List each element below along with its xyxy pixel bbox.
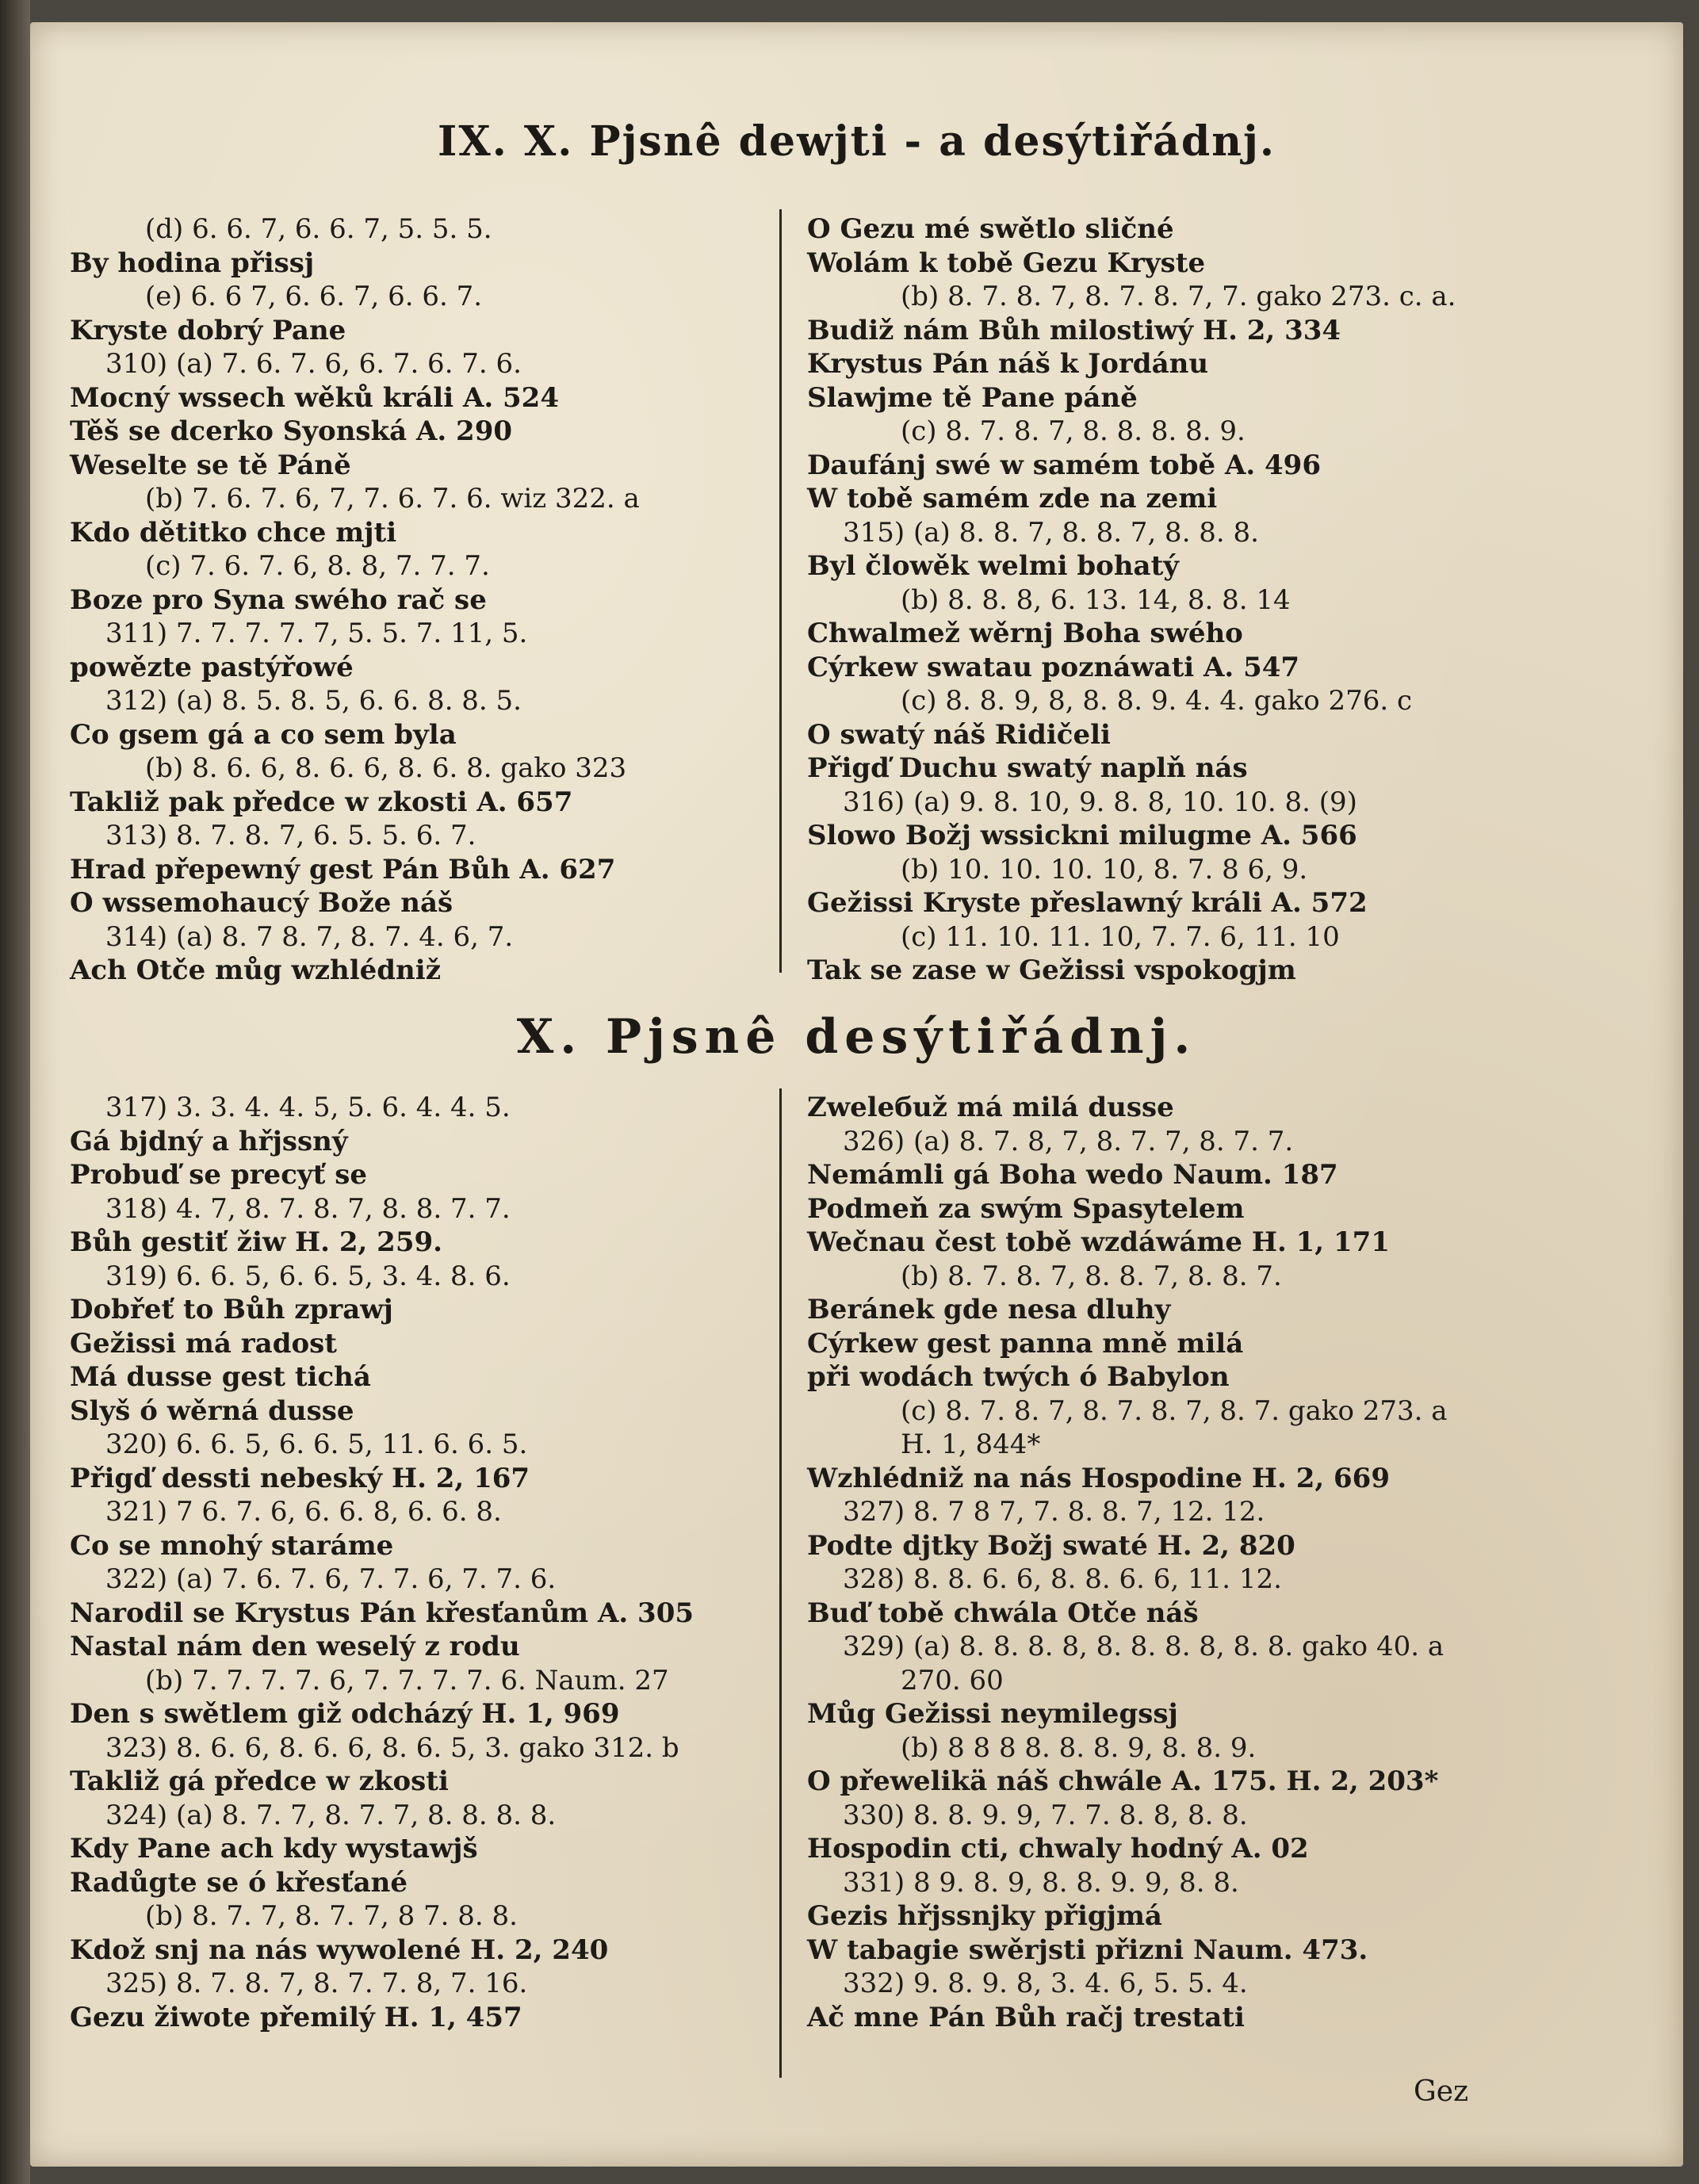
hymn-title-line: Kdy Pane ach kdy wystawjš (70, 1833, 478, 1865)
hymn-title-line: Hrad přepewný gest Pán Bůh A. 627 (70, 853, 616, 885)
hymn-title-line: při wodách twých ó Babylon (807, 1361, 1230, 1393)
meter-line: 325) 8. 7. 8. 7, 8. 7. 7. 8, 7. 16. (105, 1968, 528, 1999)
meter-line: 320) 6. 6. 5, 6. 6. 5, 11. 6. 6. 5. (105, 1429, 528, 1460)
hymn-title-line: Probuď se precyť se (70, 1159, 367, 1191)
hymn-title-line: Podte djtky Božj swaté H. 2, 820 (807, 1529, 1295, 1562)
hymn-title-line: Přigď dessti nebeský H. 2, 167 (70, 1462, 530, 1494)
hymn-title-line: Kdož snj na nás wywolené H. 2, 240 (70, 1933, 609, 1966)
meter-line: 313) 8. 7. 8. 7, 6. 5. 5. 6. 7. (105, 820, 476, 851)
meter-line: (b) 8 8 8 8. 8. 8. 9, 8. 8. 9. (901, 1731, 1257, 1764)
meter-line: 311) 7. 7. 7. 7. 7, 5. 5. 7. 11, 5. (105, 618, 528, 649)
hymn-title-line: W tobě samém zde na zemi (807, 483, 1218, 514)
section1-left-column (70, 212, 783, 988)
binding-edge (0, 0, 30, 2184)
section2-left-column (70, 1091, 783, 2034)
hymn-title-line: Daufánj swé w samém tobě A. 496 (807, 449, 1321, 481)
meter-line: (c) 8. 7. 8. 7, 8. 8. 8. 8. 9. (901, 415, 1246, 447)
meter-line: 321) 7 6. 7. 6, 6. 6. 8, 6. 6. 8. (105, 1496, 502, 1528)
hymn-title-line: Den s swětlem giž odcházý H. 1, 969 (70, 1698, 620, 1730)
meter-line: 310) (a) 7. 6. 7. 6, 6. 7. 6. 7. 6. (105, 348, 522, 380)
meter-line: (c) 8. 8. 9, 8, 8. 8. 9. 4. 4. gako 276. c (901, 685, 1413, 717)
hymn-title-line: O Gezu mé swětlo sličné (807, 213, 1174, 245)
hymn-title-line: Mocný wssech wěků králi A. 524 (70, 381, 559, 414)
meter-line: (b) 7. 6. 7. 6, 7, 7. 6. 7. 6. wiz 322. a (145, 483, 640, 514)
meter-line: 331) 8 9. 8. 9, 8. 8. 9. 9, 8. 8. (843, 1866, 1239, 1899)
hymn-title-line: Přigď Duchu swatý naplň nás (807, 752, 1248, 784)
meter-line: 329) (a) 8. 8. 8. 8, 8. 8. 8. 8, 8. 8. gako 40. a (843, 1631, 1445, 1662)
meter-line: (b) 8. 6. 6, 8. 6. 6, 8. 6. 8. gako 323 (145, 752, 627, 784)
hymn-title-line: Gá bjdný a hřjssný (70, 1125, 348, 1157)
meter-line: (c) 11. 10. 11. 10, 7. 7. 6, 11. 10 (901, 920, 1340, 953)
hymn-title-line: Cýrkew swatau poznáwati A. 547 (807, 651, 1300, 683)
meter-line: 315) (a) 8. 8. 7, 8. 8. 7, 8. 8. 8. (843, 516, 1259, 549)
meter-line: 324) (a) 8. 7. 7, 8. 7. 7, 8. 8. 8. 8. (105, 1799, 557, 1831)
hymn-title-line: Chwalmež wěrnj Boha swého (807, 618, 1243, 649)
hymn-title-line: Buď tobě chwála Otče náš (807, 1597, 1199, 1629)
hymn-title-line: Co se mnohý starámе (70, 1529, 394, 1562)
hymn-title-line: Budiž nám Bůh milostiwý H. 2, 334 (807, 314, 1341, 346)
meter-line: (c) 7. 6. 7. 6, 8. 8, 7. 7. 7. (145, 550, 490, 582)
meter-line: (e) 6. 6 7, 6. 6. 7, 6. 6. 7. (145, 281, 483, 312)
meter-line: (b) 8. 7. 8. 7, 8. 8. 7, 8. 8. 7. (901, 1260, 1282, 1292)
meter-line: 322) (a) 7. 6. 7. 6, 7. 7. 6, 7. 7. 6. (105, 1563, 557, 1595)
hymn-title-line: Wolám k tobě Gezu Kryste (807, 247, 1206, 279)
meter-line: 328) 8. 8. 6. 6, 8. 8. 6. 6, 11. 12. (843, 1563, 1282, 1595)
hymn-title-line: Takliž gá předce w zkosti (70, 1765, 449, 1797)
hymn-title-line: Slawjme tě Pane páně (807, 381, 1138, 414)
meter-line: 319) 6. 6. 5, 6. 6. 5, 3. 4. 8. 6. (105, 1260, 511, 1292)
hymn-title-line: O swatý náš Ridičeli (807, 718, 1111, 751)
hymn-title-line: Gežissi má radost (70, 1327, 338, 1360)
hymn-title-line: Narodil se Krystus Pán křesťanům A. 305 (70, 1597, 695, 1629)
meter-line: 314) (a) 8. 7 8. 7, 8. 7. 4. 6, 7. (105, 920, 514, 953)
meter-line: (b) 8. 8. 8, 6. 13. 14, 8. 8. 14 (901, 583, 1291, 616)
meter-line: 332) 9. 8. 9. 8, 3. 4. 6, 5. 5. 4. (843, 1968, 1248, 1999)
hymn-title-line: Slyš ó wěrná dusse (70, 1394, 354, 1427)
meter-line: H. 1, 844* (901, 1429, 1041, 1460)
hymn-title-line: Má dusse gest tichá (70, 1361, 371, 1393)
hymn-title-line: powězte pastýřowé (70, 651, 354, 683)
hymn-title-line: Bůh gestiť žiw H. 2, 259. (70, 1226, 442, 1258)
hymn-title-line: Ač mne Pán Bůh račj trestati (807, 2001, 1245, 2033)
hymn-title-line: O přewelikä náš chwále A. 175. H. 2, 203* (807, 1765, 1439, 1797)
hymn-title-line: Gezu žiwote přemilý H. 1, 457 (70, 2001, 522, 2033)
meter-line: (d) 6. 6. 7, 6. 6. 7, 5. 5. 5. (145, 213, 492, 245)
hymn-title-line: Krystus Pán náš k Jordánu (807, 348, 1209, 380)
meter-line: (b) 10. 10. 10. 10, 8. 7. 8 6, 9. (901, 853, 1308, 885)
hymn-title-line: Takliž pak předce w zkosti A. 657 (70, 786, 573, 818)
hymn-title-line: Nemámli gá Boha wedo Naum. 187 (807, 1159, 1338, 1191)
hymn-title-line: Kryste dobrý Pane (70, 314, 346, 346)
hymn-title-line: By hodina přissj (70, 247, 315, 279)
hymn-title-line: Wečnau čest tobě wzdáwáme H. 1, 171 (807, 1226, 1390, 1258)
meter-line: 312) (a) 8. 5. 8. 5, 6. 6. 8. 8. 5. (105, 685, 522, 717)
hymn-title-line: Tak se zase w Gežissi vspokogjm (807, 954, 1296, 986)
hymn-title-line: Zweleбuž má milá dusse (807, 1092, 1174, 1123)
hymn-title-line: Radůgte se ó křesťané (70, 1866, 408, 1899)
section1-right-column (807, 212, 1663, 988)
column-divider (779, 209, 782, 973)
hymn-title-line: Co gsem gá a co sem byla (70, 718, 457, 751)
meter-line: 316) (a) 9. 8. 10, 9. 8. 8, 10. 10. 8. (9) (843, 786, 1357, 818)
meter-line: 270. 60 (901, 1664, 1004, 1696)
meter-line: 327) 8. 7 8 7, 7. 8. 8. 7, 12. 12. (843, 1496, 1265, 1528)
hymn-title-line: Gežissi Kryste přeslawný králi A. 572 (807, 887, 1368, 919)
book-page (30, 22, 1683, 2167)
meter-line: (b) 7. 7. 7. 7. 6, 7. 7. 7. 7. 6. Naum. 27 (145, 1664, 669, 1696)
meter-line: (b) 8. 7. 7, 8. 7. 7, 8 7. 8. 8. (145, 1900, 518, 1932)
meter-line: (b) 8. 7. 8. 7, 8. 7. 8. 7, 7. gako 273. c. a. (901, 281, 1456, 312)
meter-line: 323) 8. 6. 6, 8. 6. 6, 8. 6. 5, 3. gako 312. b (105, 1731, 679, 1764)
hymn-title-line: Podmeň za swým Spasytelem (807, 1192, 1245, 1225)
hymn-title-line: Wzhlédniž na nás Hospodine H. 2, 669 (807, 1462, 1391, 1494)
hymn-title-line: W tabagie swěrjsti přizni Naum. 473. (807, 1933, 1368, 1966)
hymn-title-line: Hospodin cti, chwaly hodný A. 02 (807, 1833, 1309, 1865)
hymn-title-line: Nastal nám den weselý z rodu (70, 1631, 520, 1662)
hymn-title-line: Gezis hřjssnjky přigjmá (807, 1900, 1162, 1932)
hymn-title-line: O wssemohaucý Bože náš (70, 887, 453, 919)
section-title-nine-ten: IX. X. Pjsnê dewjti - a desýtiřádnj. (438, 117, 1276, 166)
hymn-title-line: Cýrkew gest panna mně milá (807, 1327, 1244, 1360)
catchword: Gez (1414, 2075, 1469, 2108)
column-divider (779, 1088, 782, 2078)
hymn-title-line: Byl člowěk welmi bohatý (807, 550, 1180, 582)
meter-line: 330) 8. 8. 9. 9, 7. 7. 8. 8, 8. 8. (843, 1799, 1248, 1831)
hymn-title-line: Beránek gde nesa dluhy (807, 1294, 1171, 1325)
section-title-ten: X. Pjsnê desýtiřádnj. (516, 1009, 1197, 1065)
hymn-title-line: Ach Otče můg wzhlédniž (70, 954, 441, 986)
meter-line: (c) 8. 7. 8. 7, 8. 7. 8. 7, 8. 7. gako 273. a (901, 1394, 1448, 1427)
meter-line: 326) (a) 8. 7. 8, 7, 8. 7. 7, 8. 7. 7. (843, 1125, 1294, 1157)
section2-right-column (807, 1091, 1663, 2034)
meter-line: 317) 3. 3. 4. 4. 5, 5. 6. 4. 4. 5. (105, 1092, 511, 1123)
hymn-title-line: Těš se dcerko Syonská A. 290 (70, 415, 513, 447)
meter-line: 318) 4. 7, 8. 7. 8. 7, 8. 8. 7. 7. (105, 1192, 511, 1225)
hymn-title-line: Slowo Božj wssickni milugme A. 566 (807, 820, 1357, 851)
hymn-title-line: Můg Gežissi neymilegssj (807, 1698, 1178, 1730)
hymn-title-line: Kdo dětitko chce mjti (70, 516, 397, 549)
hymn-title-line: Dobřeť to Bůh zprawj (70, 1294, 393, 1325)
hymn-title-line: Weselte se tě Páně (70, 449, 351, 481)
hymn-title-line: Boze pro Syna swého rač se (70, 583, 487, 616)
